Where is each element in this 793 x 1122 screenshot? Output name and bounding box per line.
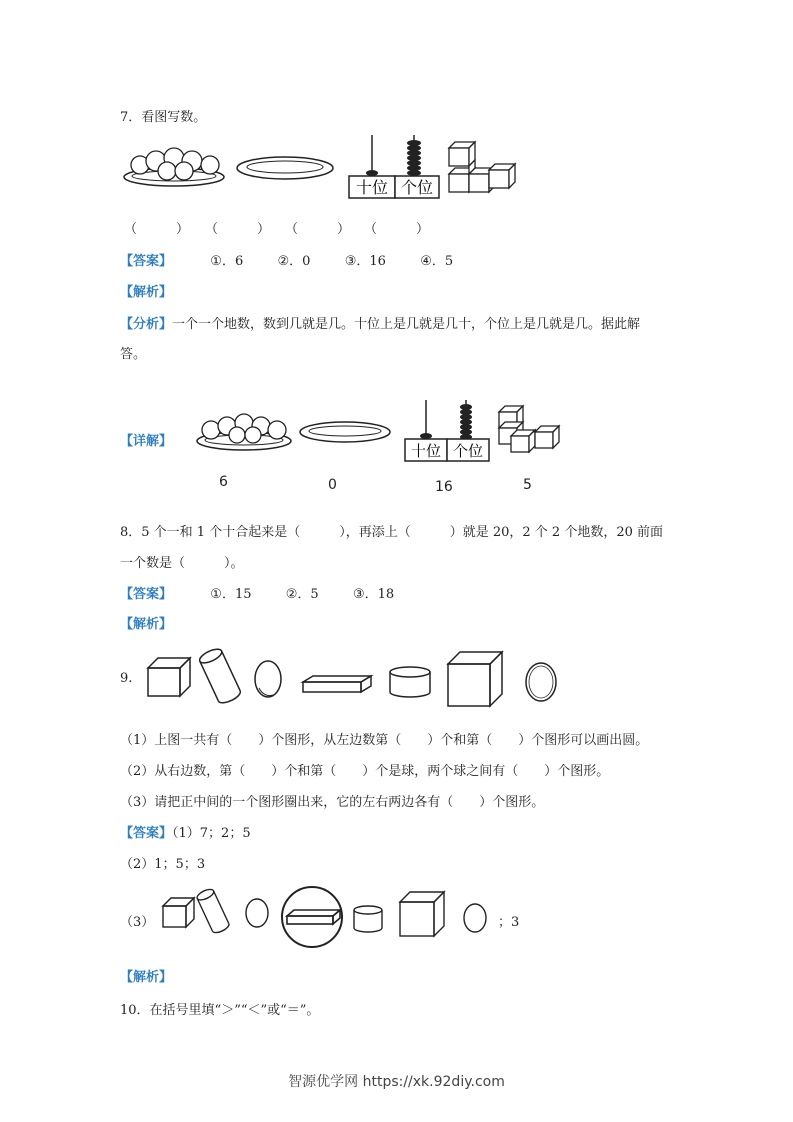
q7-blank-3: （ ） (285, 222, 351, 237)
fenxi-tag: 【分析】 (120, 317, 173, 332)
q8-answer-3: ③．18 (353, 587, 395, 602)
q7-blank-2: （ ） (205, 222, 271, 237)
abacus-ones-label: 个位 (400, 178, 434, 197)
detail-empty-plate-image (298, 418, 393, 446)
q8-answer-line (120, 583, 394, 602)
detail-abacus-image (404, 398, 490, 462)
q9-answer-1: （1）7；2；5 (172, 826, 251, 841)
q9-answer-3-prefix: （3） (120, 915, 155, 930)
q7-title: 7．看图写数。 (120, 110, 207, 125)
detail-tag: 【详解】 (120, 434, 173, 449)
detail-value-1: 6 (219, 474, 228, 490)
detail-cubes-image (497, 404, 563, 456)
q7-answer-2: ②．0 (277, 254, 311, 269)
q8-text-line-2: 一个数是（ ）。 (120, 556, 244, 571)
abacus-tens-label: 十位 (355, 178, 389, 197)
cubes-image (447, 140, 519, 194)
q7-answer-4: ④．5 (420, 254, 454, 269)
q7-blank-4: （ ） (364, 222, 430, 237)
q8-text-line-1: 8．5 个一和 1 个十合起来是（ ），再添上（ ）就是 20，2 个 2 个地数，20 前面 (120, 525, 663, 540)
q9-answer-2: （2）1；5；3 (120, 857, 206, 872)
q7-blank-1: （ ） (124, 222, 190, 237)
detail-value-2: 0 (328, 477, 337, 493)
q9-answer-line-1 (120, 822, 251, 841)
q7-answer-1: ①．6 (210, 254, 244, 269)
footer-watermark: 智源优学网 https://xk.92diy.com (288, 1074, 505, 1090)
answer-tag: 【答案】 (120, 254, 173, 269)
empty-plate-image (235, 153, 335, 183)
q9-answer-shapes-row (160, 884, 495, 950)
analysis-tag: 【解析】 (120, 285, 173, 300)
q9-sub2: （2）从右边数，第（ ）个和第（ ）个是球，两个球之间有（ ）个图形。 (120, 764, 610, 779)
fenxi-text-cont: 答。 (120, 347, 147, 362)
analysis-tag: 【解析】 (120, 617, 173, 632)
analysis-tag: 【解析】 (120, 970, 173, 985)
fenxi-text: 一个一个地数，数到几就是几。十位上是几就是几十，个位上是几就是几。据此解 (172, 317, 641, 332)
peach-plate-image (122, 143, 227, 191)
detail-abacus-ones-label: 个位 (452, 442, 484, 460)
q7-fenxi-line (120, 313, 640, 332)
q8-answer-1: ①．15 (210, 587, 252, 602)
detail-value-4: 5 (523, 477, 532, 493)
q7-answer-line (120, 250, 453, 269)
q9-number: 9. (120, 671, 133, 686)
q9-answer-3-suffix: ；3 (498, 915, 520, 930)
q8-answer-2: ②．5 (285, 587, 319, 602)
abacus-image (348, 133, 440, 199)
q7-answer-3: ③．16 (344, 254, 386, 269)
q9-sub1: （1）上图一共有（ ）个图形，从左边数第（ ）个和第（ ）个图形可以画出圆。 (120, 733, 649, 748)
q9-shapes-row (145, 648, 565, 710)
detail-abacus-tens-label: 十位 (410, 442, 442, 460)
q10-title: 10．在括号里填“＞”“＜”或“＝”。 (120, 1003, 320, 1018)
detail-value-3: 16 (435, 479, 453, 495)
answer-tag: 【答案】 (120, 826, 173, 841)
answer-tag: 【答案】 (120, 587, 173, 602)
detail-peach-plate-image (195, 408, 293, 454)
q9-sub3: （3）请把正中间的一个图形圈出来，它的左右两边各有（ ）个图形。 (120, 795, 545, 810)
